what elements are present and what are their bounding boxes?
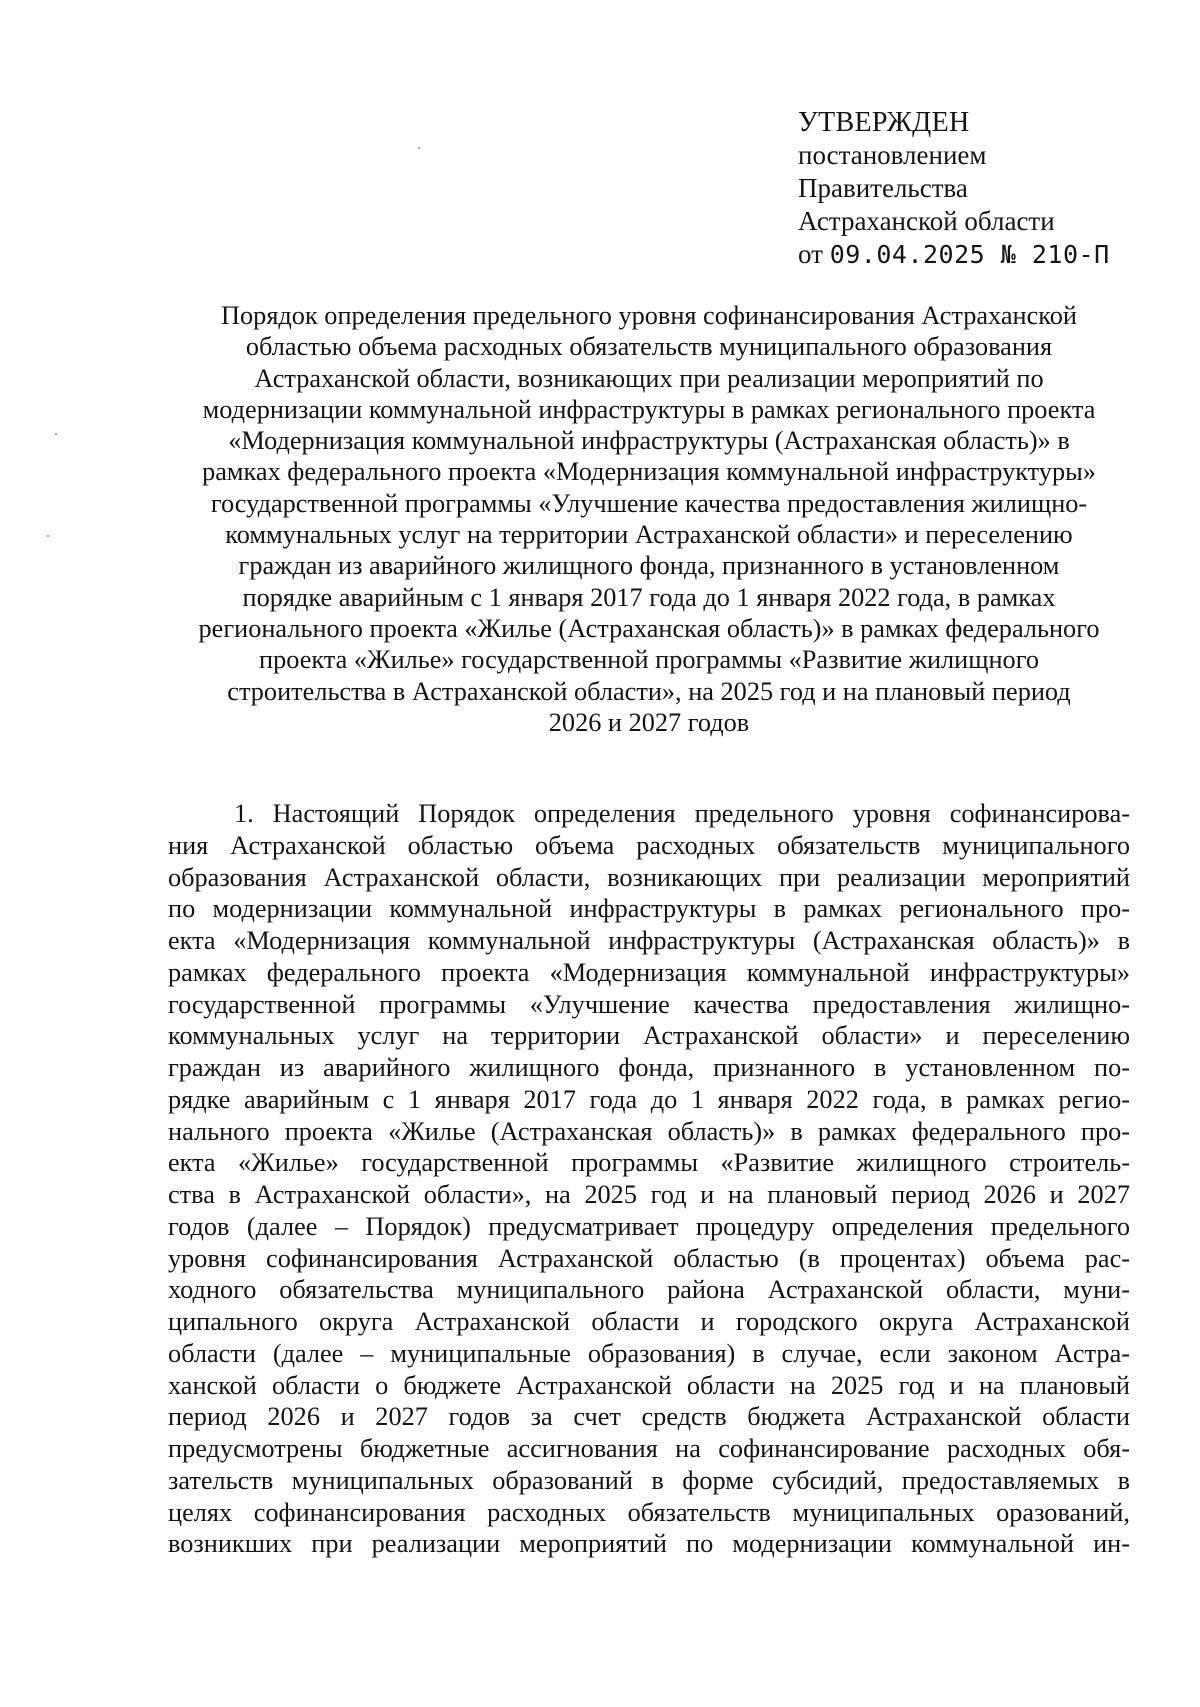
title-line: областью объема расходных обязательств муниципального образования: [245, 332, 1053, 362]
body-line: екта «Модернизация коммунальной инфраструктуры (Астраханская область)» в: [168, 926, 1130, 955]
body-line: зательств муниципальных образований в форме субсидий, предоставляемых в: [168, 1465, 1130, 1495]
body-line: ния Астраханской областью объема расходных обязательств муниципального: [168, 830, 1130, 860]
body-line: 1. Настоящий Порядок определения предельного уровня софинансирова-: [234, 799, 1130, 828]
body-line: коммунальных услуг на территории Астраханской области» и переселению: [168, 1021, 1130, 1051]
body-line: екта «Жилье» государственной программы «Развитие жилищного строитель-: [168, 1148, 1130, 1178]
approval-date-line: [798, 238, 1178, 271]
approval-date-number: 09.04.2025 № 210-П: [829, 240, 1110, 269]
body-line: ханской области о бюджете Астраханской области на 2025 год и на плановый: [168, 1370, 1130, 1400]
body-line: ходного обязательства муниципального района Астраханской области, муни-: [168, 1275, 1130, 1305]
title-line: «Модернизация коммунальной инфраструктуры (Астраханская область)» в: [228, 426, 1070, 456]
body-line: по модернизации коммунальной инфраструктуры в рамках регионального про-: [168, 894, 1130, 924]
title-line: регионального проекта «Жилье (Астраханская область)» в рамках федерального: [198, 613, 1100, 643]
title-line: 2026 и 2027 годов: [548, 707, 750, 737]
approval-date-prefix: от: [798, 239, 823, 269]
title-line: коммунальных услуг на территории Астраханской области» и переселению: [225, 520, 1073, 550]
body-line: государственной программы «Улучшение качества предоставления жилищно-: [168, 989, 1130, 1019]
approval-line-2: Правительства: [798, 173, 968, 203]
body-line: граждан из аварийного жилищного фонда, признанного в установленном по-: [168, 1053, 1130, 1082]
title-line: строительства в Астраханской области», на 2025 год и на плановый период: [227, 676, 1071, 706]
scan-speck: [55, 433, 57, 435]
body-line: ципального округа Астраханской области и городского округа Астраханской: [168, 1307, 1130, 1336]
body-line: годов (далее – Порядок) предусматривает процедуру определения предельного: [168, 1211, 1130, 1241]
title-line: Астраханской области, возникающих при реализации мероприятий по: [254, 363, 1044, 393]
approval-block: [798, 106, 1178, 271]
title-line: порядке аварийным с 1 января 2017 года до 1 января 2022 года, в рамках: [242, 582, 1056, 612]
scan-speck: [47, 535, 49, 537]
scan-speck: [418, 147, 420, 149]
body-line: уровня софинансирования Астраханской областью (в процентах) объема рас-: [168, 1243, 1130, 1273]
body-line: образования Астраханской области, возникающих при реализации мероприятий: [168, 862, 1130, 892]
body-paragraph: [168, 798, 1130, 1560]
body-line: ства в Астраханской области», на 2025 год и на плановый период 2026 и 2027: [168, 1180, 1130, 1209]
title-line: модернизации коммунальной инфраструктуры в рамках регионального проекта: [202, 394, 1096, 424]
body-line: период 2026 и 2027 годов за счет средств бюджета Астраханской области: [168, 1402, 1130, 1432]
document-title: [168, 300, 1130, 738]
approval-line-1: постановлением: [798, 140, 987, 170]
title-line: рамках федерального проекта «Модернизация коммунальной инфраструктуры»: [202, 457, 1096, 487]
title-line: проекта «Жилье» государственной программы «Развитие жилищного: [259, 645, 1039, 675]
approval-line-3: Астраханской области: [798, 206, 1055, 236]
body-line: целях софинансирования расходных обязательств муниципальных оразований,: [168, 1497, 1130, 1527]
approval-stamp: УТВЕРЖДЕН: [798, 107, 970, 138]
body-line: рамках федерального проекта «Модернизация коммунальной инфраструктуры»: [168, 957, 1130, 987]
body-line: области (далее – муниципальные образования) в случае, если законом Астра-: [168, 1338, 1130, 1368]
title-line: Порядок определения предельного уровня софинансирования Астраханской: [221, 301, 1077, 330]
body-line: рядке аварийным с 1 января 2017 года до 1 января 2022 года, в рамках регио-: [168, 1084, 1130, 1114]
body-line: предусмотрены бюджетные ассигнования на софинансирование расходных обя-: [168, 1434, 1130, 1463]
body-line: нального проекта «Жилье (Астраханская область)» в рамках федерального про-: [168, 1116, 1130, 1146]
body-line: возникших при реализации мероприятий по модернизации коммунальной ин-: [168, 1529, 1130, 1559]
title-line: граждан из аварийного жилищного фонда, признанного в установленном: [238, 551, 1060, 581]
title-line: государственной программы «Улучшение качества предоставления жилищно-: [210, 488, 1088, 518]
